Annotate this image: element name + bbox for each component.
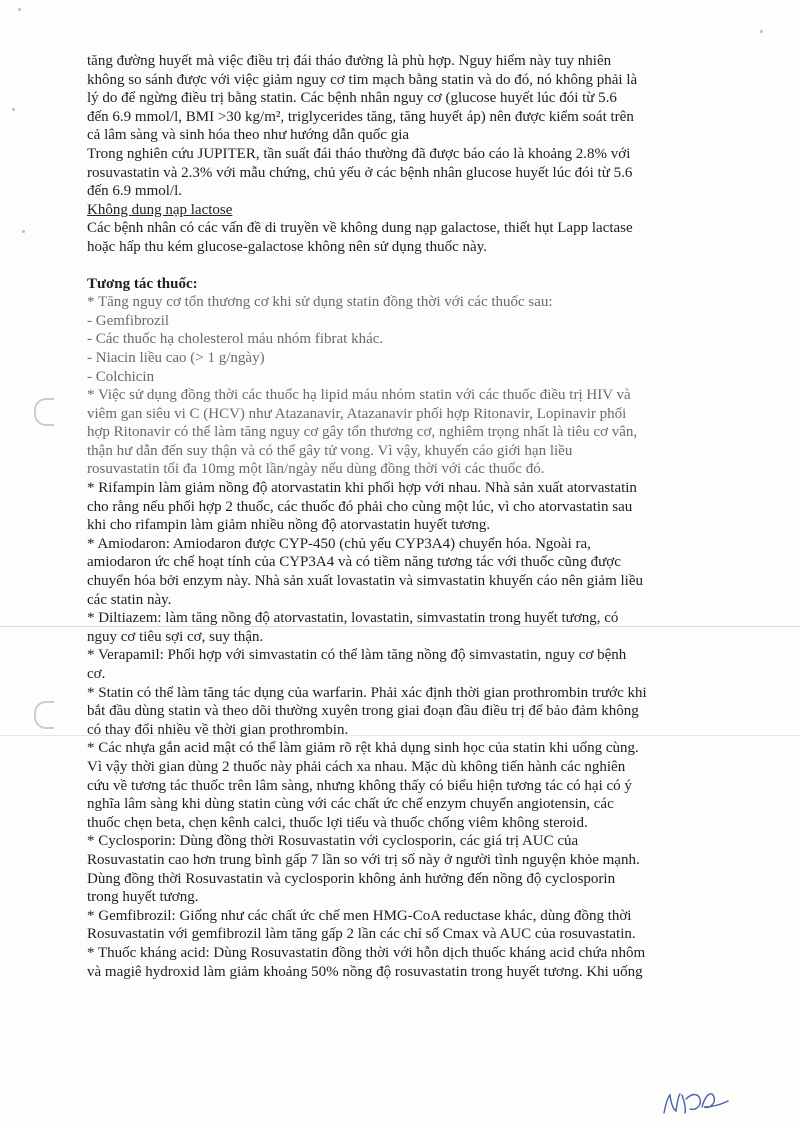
drug-interactions-section [87, 275, 747, 982]
text-line: Dùng đồng thời Rosuvastatin và cyclosporin không ảnh hưởng đến nồng độ cyclosporin [87, 870, 616, 887]
handwritten-initials [658, 1085, 738, 1121]
text-line: cứu về tương tác thuốc trên lâm sàng, nhưng không thấy có biểu hiện tương tác có hại có ý [87, 777, 632, 794]
diabetes-risk-paragraph [87, 52, 747, 201]
text-line: trong huyết tương. [87, 889, 199, 906]
text-line: hoặc hấp thu kém glucose-galactose không nên sử dụng thuốc này. [87, 238, 487, 255]
punch-hole-mark [34, 398, 54, 426]
text-line: * Rifampin làm giảm nồng độ atorvastatin khi phối hợp với nhau. Nhà sản xuất atorvastatin [87, 480, 637, 497]
text-line: các statin này. [87, 591, 172, 608]
scan-speck [22, 230, 25, 233]
text-line: thuốc chẹn beta, chẹn kênh calci, thuốc lợi tiểu và thuốc chống viêm không steroid. [87, 814, 588, 831]
scan-speck [18, 8, 21, 11]
scan-speck [12, 108, 15, 111]
text-line: đến 6.9 mmol/l, BMI >30 kg/m², triglycerides tăng, tăng huyết áp) nên được kiểm soát trên [87, 108, 634, 125]
text-line: amiodaron ức chế hoạt tính của CYP3A4 và có tiềm năng tương tác với thuốc cũng được [87, 554, 621, 571]
document-page [87, 52, 747, 981]
scan-speck [760, 30, 763, 33]
text-line: nguy cơ tiêu sợi cơ, suy thận. [87, 628, 264, 645]
text-line: chuyển hóa bởi enzym này. Nhà sản xuất lovastatin và simvastatin khuyến cáo nên giảm liều [87, 573, 643, 590]
faint-text-line: - Các thuốc hạ cholesterol máu nhóm fibrat khác. [87, 331, 384, 348]
text-line: và magiê hydroxid làm giảm khoảng 50% nồng độ rosuvastatin trong huyết tương. Khi uống [87, 963, 643, 980]
text-line: Rosuvastatin với gemfibrozil làm tăng gấp 2 lần các chỉ số Cmax và AUC của rosuvastatin. [87, 926, 636, 943]
punch-hole-mark [34, 701, 54, 729]
text-line: * Amiodaron: Amiodaron được CYP-450 (chủ yếu CYP3A4) chuyển hóa. Ngoài ra, [87, 535, 591, 552]
faint-text-line: - Niacin liều cao (> 1 g/ngày) [87, 349, 265, 366]
text-line: rosuvastatin và 2.3% với mẫu chứng, chủ yếu ở các bệnh nhân glucose huyết lúc đói từ 5.6 [87, 164, 633, 181]
text-line: * Statin có thể làm tăng tác dụng của warfarin. Phải xác định thời gian prothrombin trước khi [87, 684, 647, 701]
text-line: * Thuốc kháng acid: Dùng Rosuvastatin đồng thời với hỗn dịch thuốc kháng acid chứa nhôm [87, 944, 646, 961]
faint-text-line: viêm gan siêu vi C (HCV) như Atazanavir, Atazanavir phối hợp Ritonavir, Lopinavir phối [87, 405, 627, 422]
text-line: * Cyclosporin: Dùng đồng thời Rosuvastatin với cyclosporin, các giá trị AUC của [87, 833, 579, 850]
text-line: Rosuvastatin cao hơn trung bình gấp 7 lần so với trị số này ở người tình nguyện khỏe mạnh. [87, 851, 640, 868]
text-line: * Verapamil: Phối hợp với simvastatin có thể làm tăng nồng độ simvastatin, nguy cơ bệnh [87, 647, 627, 664]
lactose-heading: Không dung nạp lactose [87, 201, 233, 218]
text-line: cơ. [87, 666, 106, 682]
drug-interactions-heading: Tương tác thuốc: [87, 275, 198, 292]
faint-text-line: - Gemfibrozil [87, 312, 170, 329]
faint-text-line: - Colchicin [87, 368, 155, 385]
text-line: không so sánh được với việc giảm nguy cơ tim mạch bằng statin và do đó, nó không phải là [87, 71, 638, 88]
text-line: nghĩa lâm sàng khi dùng statin cùng với các chất ức chế enzym chuyển angiotensin, các [87, 796, 614, 813]
text-line: khi cho rifampin làm giảm nhiều nồng độ atorvastatin huyết tương. [87, 517, 491, 534]
text-line: có thay đổi nhiều về thời gian prothrombin. [87, 721, 349, 738]
text-line: Trong nghiên cứu JUPITER, tần suất đái tháo thường đã được báo cáo là khoảng 2.8% với [87, 145, 631, 162]
text-line: * Các nhựa gắn acid mật có thể làm giảm rõ rệt khả dụng sinh học của statin khi uống cùng. [87, 740, 639, 757]
text-line: tăng đường huyết mà việc điều trị đái tháo đường là phù hợp. Nguy hiểm này tuy nhiên [87, 53, 612, 69]
lactose-intolerance-section [87, 201, 747, 257]
text-line: cho rằng nếu phối hợp 2 thuốc, các thuốc đó phải cho cùng một lúc, vì cho atorvastatin sau [87, 498, 633, 515]
faint-text-line: hợp Ritonavir có thể làm tăng nguy cơ gây tổn thương cơ, nghiêm trọng nhất là tiêu cơ vân, [87, 424, 638, 441]
text-line: đến 6.9 mmol/l. [87, 183, 182, 200]
faint-text-line: * Tăng nguy cơ tổn thương cơ khi sử dụng statin đồng thời với các thuốc sau: [87, 294, 553, 311]
text-line: lý do để ngừng điều trị bằng statin. Các bệnh nhân nguy cơ (glucose huyết lúc đói từ 5.6 [87, 90, 617, 107]
text-line: cả lâm sàng và sinh hóa theo như hướng dẫn quốc gia [87, 127, 410, 144]
faint-text-line: thận hư dẫn đến suy thận và có thể gây tử vong. Vì vậy, khuyến cáo giới hạn liều [87, 442, 573, 459]
faint-text-line: * Việc sử dụng đồng thời các thuốc hạ lipid máu nhóm statin với các thuốc điều trị HIV và [87, 387, 631, 404]
text-line: Vì vậy thời gian dùng 2 thuốc này phải cách xa nhau. Mặc dù không tiến hành các nghiên [87, 758, 626, 775]
text-line: Các bệnh nhân có các vấn đề di truyền về không dung nạp galactose, thiết hụt Lapp lactase [87, 220, 633, 237]
text-line: bắt đầu dùng statin và theo dõi thường xuyên trong giai đoạn đầu điều trị để bảo đảm không [87, 703, 639, 720]
text-line: * Gemfibrozil: Giống như các chất ức chế men HMG-CoA reductase khác, dùng đồng thời [87, 907, 632, 924]
faint-text-line: rosuvastatin tối đa 10mg một lần/ngày nếu dùng đồng thời với các thuốc đó. [87, 461, 545, 478]
text-line: * Diltiazem: làm tăng nồng độ atorvastatin, lovastatin, simvastatin trong huyết tương, có [87, 610, 619, 627]
